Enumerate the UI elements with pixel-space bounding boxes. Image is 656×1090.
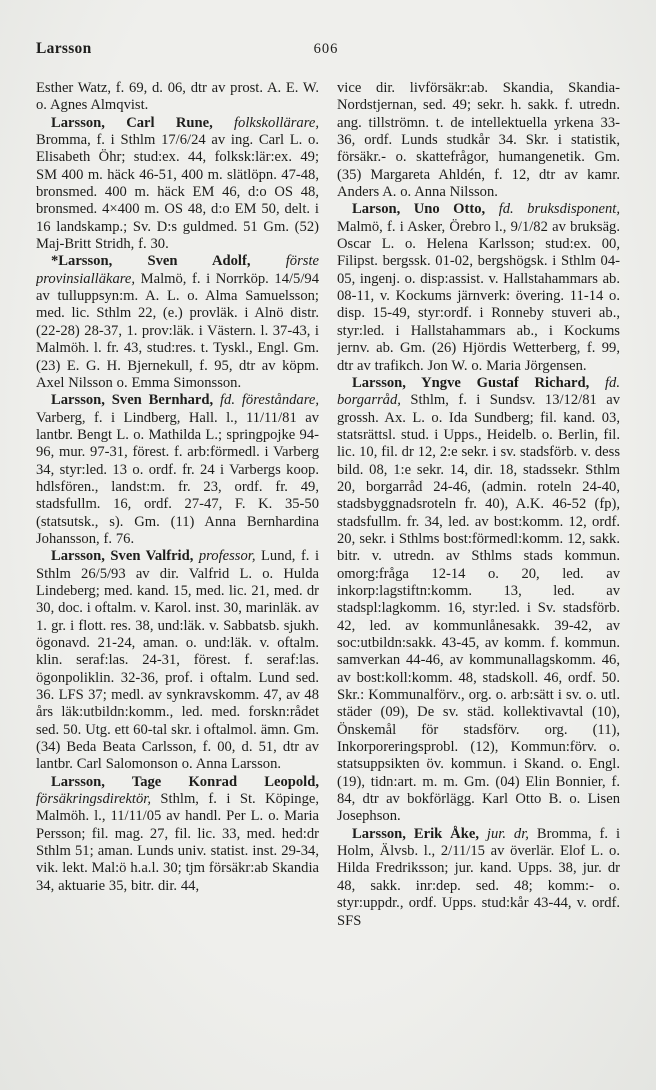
dictionary-entry bbox=[337, 201, 620, 374]
entry-body: Malmö, f. i Norrköp. 14/5/94 av tulluppsyn:m. A. L. o. Alma Samuelsson; med. lic. Sthlm 22, (e.) provläk. i Alnö distr. (22-28) 28-37, 1. prov:läk. i Västern. l. 37-43, i Malmöh. l. fr. 43, stud:res. t. Tyskl., Engl. Gm. (23) E. G. H. Bjernekull, f. 95, dtr av köpm. Axel Nilsson o. Emma Simonsson. bbox=[36, 270, 319, 391]
right-column bbox=[337, 80, 620, 1032]
dictionary-entry bbox=[337, 826, 620, 930]
entry-occupation: jur. dr, bbox=[478, 825, 529, 842]
text-columns bbox=[36, 80, 620, 1032]
dictionary-entry bbox=[36, 115, 319, 254]
dictionary-entry bbox=[36, 392, 319, 548]
entry-name: Larsson, Erik Åke, bbox=[352, 825, 479, 842]
entry-body: Esther Watz, f. 69, d. 06, dtr av prost. A. E. W. o. Agnes Almqvist. bbox=[36, 80, 319, 114]
entry-name: Larson, Uno Otto, bbox=[352, 201, 486, 218]
entry-name: Larsson, Sven Bernhard, bbox=[51, 392, 214, 409]
entry-body: Varberg, f. i Lindberg, Hall. l., 11/11/81 av lantbr. Bengt L. o. Mathilda L.; springpojke 94-96, mur. 97-31, förest. f. arb:förmedl. i Varberg 34, styr:led. 13 o. ordf. fr. 24 i Varbergs koop. hdlsfören., landst:m. fr. 23, ordf. fr. 49, stadsfullm. 16, ordf. 27-47, F. K. 35-50 (statsutsk., s). Gm. (11) Anna Bernhardina Johansson, f. 76. bbox=[36, 409, 319, 547]
entry-occupation: fd. borgarråd, bbox=[337, 374, 620, 409]
entry-name: Larsson, Yngve Gustaf Richard, bbox=[352, 374, 590, 391]
entry-body: vice dir. livförsäkr:ab. Skandia, Skandia-Nordstjernan, sed. 49; sekr. h. sakk. f. utredn. ang. tillströmn. t. de intellektuella yrkena 33-36, ordf. Lunds studkår 34. Skr. i statistik, försäkr.- o. skattefrågor, humangenetik. Gm. (35) Margareta Ahldén, f. 12, dtr av kamr. Anders A. o. Anna Nilsson. bbox=[337, 80, 620, 201]
entry-body: Sthlm, f. i St. Köpinge, Malmöh. l., 11/11/05 av handl. Per L. o. Maria Persson; fil. mag. 27, fil. lic. 33, med. hed:dr Sthlm 51; aman. Lunds univ. statist. inst. 29-34, vik. lekt. Mal:ö h.a.l. 30; tjm försäkr:ab Skandia 34, aktuarie 35, bitr. dir. 44, bbox=[36, 791, 319, 894]
entry-name: Larsson, Tage Konrad Leopold, bbox=[51, 773, 319, 790]
dictionary-entry bbox=[36, 80, 319, 115]
entry-body: Bromma, f. i Holm, Älvsb. l., 2/11/15 av överlär. Elof L. o. Hilda Fredriksson; jur. kand. Upps. 38, jur. dr 48, sakk. inr:dep. sed. 48; komm:- o. styr:uppdr., ordf. Upps. stud:kår 43-44, v. ordf. SFS bbox=[337, 825, 620, 929]
dictionary-entry bbox=[36, 774, 319, 895]
entry-occupation: försäkringsdirektör, bbox=[36, 791, 151, 808]
page-header bbox=[36, 40, 620, 64]
entry-occupation: fd. föreståndare, bbox=[213, 392, 319, 409]
entry-body: Malmö, f. i Asker, Örebro l., 9/1/82 av bruksäg. Oscar L. o. Helena Karlsson; stud:ex. 00, Filipst. bergssk. 01-02, bergshögsk. i Sthlm 04-05, ingenj. o. disp:assist. v. Hallstahammars ab. 08-11, v. Kockums järnverk: övering. 11-14 o. disp. 15-49, styr:ordf. i Ronneby stuveri ab., styr:led. i Hallstahammars ab., i Kockums jernv. ab. Gm. (26) Hjördis Wetterberg, f. 99, dtr av trafikch. Jon W. o. Maria Jörgensen. bbox=[337, 218, 620, 374]
dictionary-entry bbox=[337, 80, 620, 201]
entry-body: Bromma, f. i Sthlm 17/6/24 av ing. Carl L. o. Elisabeth Öhr; stud:ex. 44, folksk:lär:ex. 49; SM 400 m. häck 46-51, 400 m. slätlöpn. 47-48, bronsmed. 400 m. häck EM 46, d:o OS 48, bronsmed. 4×400 m. OS 48, d:o EM 50, delt. i 16 landskamp.; Sv. D:s guldmed. 51 Gm. (52) Maj-Britt Stridh, f. 30. bbox=[36, 132, 319, 253]
dictionary-entry bbox=[36, 548, 319, 773]
entry-name: Larsson, Sven Valfrid, bbox=[51, 548, 194, 565]
entry-name: Larsson, Carl Rune, bbox=[51, 114, 213, 131]
entry-occupation: professor, bbox=[193, 548, 256, 565]
entry-occupation: förste provinsialläkare, bbox=[36, 253, 319, 287]
entry-name: *Larsson, Sven Adolf, bbox=[51, 253, 251, 270]
left-column bbox=[36, 80, 319, 1032]
entry-body: Sthlm, f. i Sundsv. 13/12/81 av grossh. Ax. L. o. Ida Sundberg; fil. kand. 03, statsrättsl. stud. i Upps., Heidelb. o. Berlin, fil. lic. 10, fil. dr 12, 2:e sekr. i sv. stadsförb. v. dess bild. 08, 1:e sekr. 14, dir. 18, stadssekr. Sthlm 20, borgarråd 24-46, (admin. roteln 24-40, stadsbyggnadsroteln fr. 40), A.K. 46-52 (fp), stadsfullm. fr. 34, led. av bost:komm. 12, ordf. 20, sekr. i Sthlms bost:förmedl:komm. 12, sakk. bitr. v. utredn. av Sthlms stads kommun. omorg:fråga 12-14 o. 20, led. av inkorp:lagstiftn:komm. 13, led. av stadspl:lagkomm. 16, styr:led. i Sv. stadsförb. 42, led. av kommunlånesakk. 39-42, av soc:utbildn:sakk. 43-45, av komm. f. kommun. samverkan 44-46, av kommunallagskomm. 46, av bost:koll:komm. 48, stadskoll. 46, ordf. 50. Skr.: Kommunalförv., org. o. arb:sätt i sv. o. utl. städer (09), De sv. städ. kollektivavtal (10), Önskemål för stadsförv. org. (11), Inkorporeringsprobl. (12), Kommun:förv. o. statsuppsikten öv. kommun. i Skand. o. Engl. (19), tidn:art. m. m. Gm. (04) Elin Bonnier, f. 84, dtr av bokförlägg. Karl Otto B. o. Lisen Josephson. bbox=[337, 392, 620, 825]
entry-occupation: fd. bruksdisponent, bbox=[485, 201, 620, 218]
dictionary-entry bbox=[337, 375, 620, 826]
entry-occupation: folkskollärare, bbox=[212, 114, 319, 131]
dictionary-entry bbox=[36, 253, 319, 392]
page-number: 606 bbox=[313, 41, 339, 57]
running-header: Larsson bbox=[36, 40, 92, 57]
entry-body: Lund, f. i Sthlm 26/5/93 av dir. Valfrid L. o. Hulda Lindeberg; med. kand. 15, med. lic. 21, med. dr 30, doc. i oftalm. v. Karol. inst. 30, marinläk. av 1. gr. i flott. res. 38, und:läk. v. Sabbatsb. sjukh. ögonavd. 21-24, aman. o. und:läk. v. oftalm. klin. seraf:las. 24-31, förest. f. seraf:las. ögonpoliklin. 32-36, prof. i oftalm. Lund sed. 36. LFS 37; medl. av synkravskomm. 47, av 48 års läk:utbildn:komm., led. med. forskn:rådet sed. 50. Utg. ett 60-tal skr. i oftalmol. ämn. Gm. (34) Beda Beata Carlsson, f. 00, d. 51, dtr av lantbr. Carl Salomonson o. Anna Larsson. bbox=[36, 548, 319, 773]
